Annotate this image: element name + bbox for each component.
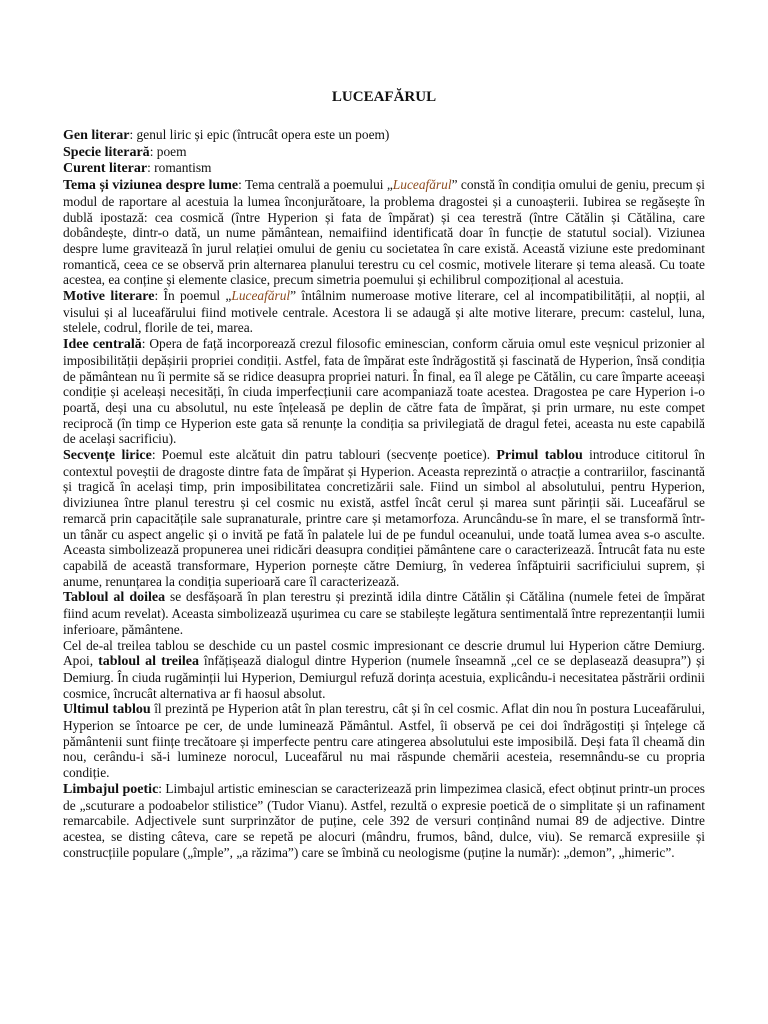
- document-body: [63, 127, 705, 860]
- gen-literar-paragraph: [63, 127, 705, 144]
- tabloul-al-doilea-paragraph: [63, 589, 705, 637]
- tabloul-al-treilea-text-rest: înfățișează dialogul dintre Hyperion (numele înseamnă „cel ce se deplasează deasupra”) și Demiurg. În ciuda rugăminții lui Hyperion, Demiurgul refuză dorința acestuia, explicându-i necesitatea păstrării ordinii cosmice, încrucât alternativa ar fi haosul absolut.: [63, 653, 706, 701]
- limbajul-poetic-label: Limbajul poetic: [63, 781, 159, 797]
- curent-literar-value: : romantism: [147, 160, 212, 176]
- idee-centrala-paragraph: [63, 336, 705, 447]
- tema-poem-reference: Luceafărul: [392, 177, 452, 193]
- tabloul-al-doilea-highlight: Tabloul al doilea: [63, 590, 166, 606]
- specie-literara-value: : poem: [149, 143, 187, 159]
- secvente-lirice-text-start: : Poemul este alcătuit din patru tablouri (secvențe poetice).: [151, 447, 497, 463]
- tema-text-rest: ” constă în condiția omului de geniu, precum și modul de raportare al acestuia la lumea înconjurătoare, la problema dragostei și a cunoașterii. Iubirea se regăsește în dublă ipostază: cea cosmică (între Hyperion și fata de împărat) și cea terestră (între Cătălin și Cătălina, care dobândește, dintr-o dată, un nume pământean, nemaifiind identificată doar în funcție de statutul social). Viziunea despre lume gravitează în jurul relației omului de geniu cu societatea în care există. Această viziune este predominant romantică, ceea ce se observă prin alternarea planului terestru cu cel cosmic, motivele literare și tema aleasă. Cu toate acestea, ea conține și elemente clasice, precum simetria poemului și echilibrul compozițional al acestuia.: [63, 177, 705, 288]
- tabloul-al-doilea-text: se desfășoară în plan terestru și prezintă idila dintre Cătălin și Cătălina (numele fetei de împărat fiind acum revelat). Aceasta simbolizează ușurimea cu care se stabilește legătura sentimentală între reprezentanții lumii inferioare, pământene.: [63, 589, 705, 637]
- curent-literar-paragraph: [63, 160, 705, 177]
- gen-literar-value: : genul liric și epic (întrucât opera este un poem): [129, 127, 390, 142]
- secvente-lirice-text-rest: introduce cititorul în contextul poveștii de dragoste dintre fata de împărat și Hyperion. Aceasta reprezintă o atracție a contrariilor, fascinantă și tragică în același timp, prin imposibilitatea concretizării sale. Fiind un simbol al absolutului, pentru Hyperion, diviziunea între planul terestru și cel cosmic nu există, astfel încât cerul și marea sunt părinții săi. Luceafărul se remarcă prin capacitățile sale supranaturale, printre care și metamorfoza. Aruncându-se în mare, el se transformă într-un tânăr cu aspect angelic și o invită pe fată în palatele lui de pe fundul oceanului, unde toată lumea avea s-o asculte. Aceasta simbolizează propunerea unei ridicări deasupra condiției pământene care o caracterizează. Întrucât fata nu este capabilă de această transformare, Hyperion pornește către Demiurg, în vederea înfăptuirii sacrificiului suprem, și anume, renunțarea la condiția superioară care îl caracterizează.: [63, 447, 705, 589]
- tabloul-al-treilea-paragraph: [63, 638, 705, 702]
- idee-centrala-label: Idee centrală: [63, 337, 142, 353]
- limbajul-poetic-text: : Limbajul artistic eminescian se caracterizează prin limpezimea clasică, efect obținut printr-un proces de „scuturare a podoabelor stilistice” (Tudor Vianu). Astfel, rezultă o expresie poetică de o simplitate și un rafinament remarcabile. Adjectivele sunt surprinzător de puține, cele 392 de versuri conținând numai 89 de adjective. Dintre acestea, se disting câteva, care se repetă pe alocuri (mândru, frumos, bând, dulce, viu). Se remarcă expresiile și construcțiile populare („împle”, „a răzima”) care se îmbină cu neologisme (puține la număr): „demon”, „himeric”.: [63, 780, 706, 860]
- idee-centrala-text: : Opera de față incorporează crezul filosofic eminescian, conform căruia omul este veșnicul prizonier al imposibilității depășirii propriei condiții. Astfel, fata de împărat este îndrăgostită și fascinată de Hyperion, însă condiția de pământean nu îi permite să se ridice deasupra propriei naturi. În final, ea îl alege pe Cătălin, cu care împarte aceeași condiție și aceleași necesități, în ciuda imperfecțiunii care acompaniază toate acestea. Dragostea pe care Hyperion i-o poartă, deși una cu absolutul, nu este înțeleasă pe deplin de către fata de împărat, și prin urmare, nu este compet reciprocă (în timp ce Hyperion este gata să renunțe la condiția sa privilegiată de dragul fetei, aceasta nu este capabilă de același sacrificiu).: [63, 336, 705, 447]
- specie-literara-paragraph: [63, 144, 705, 161]
- motive-label: Motive literare: [63, 289, 155, 305]
- motive-text-start: : În poemul „: [154, 288, 232, 304]
- specie-literara-label: Specie literară: [63, 144, 150, 160]
- ultimul-tablou-highlight: Ultimul tablou: [63, 702, 151, 718]
- limbajul-poetic-paragraph: [63, 781, 705, 861]
- motive-poem-reference: Luceafărul: [231, 288, 291, 304]
- tema-paragraph: [63, 177, 705, 288]
- tabloul-al-treilea-highlight: tabloul al treilea: [98, 654, 199, 670]
- gen-literar-label: Gen literar: [63, 128, 130, 143]
- ultimul-tablou-paragraph: [63, 701, 705, 781]
- motive-paragraph: [63, 288, 705, 336]
- tabloul-al-treilea-text-start: Cel de-al treilea tablou se deschide cu un pastel cosmic impresionant ce descrie drumul lui Hyperion către Demiurg. Apoi,: [63, 637, 705, 669]
- tema-label: Tema și viziunea despre lume: [63, 178, 239, 194]
- primul-tablou-highlight: Primul tablou: [496, 448, 583, 464]
- secvente-lirice-label: Secvențe lirice: [63, 448, 152, 464]
- curent-literar-label: Curent literar: [63, 161, 148, 177]
- ultimul-tablou-text: îl prezintă pe Hyperion atât în plan terestru, cât și în cel cosmic. Aflat din nou în postura Luceafărului, Hyperion se întoarce pe cer, de unde luminează Pământul. Astfel, îi observă pe cei doi îndrăgostiți și înțelege că pământenii sunt ființe trecătoare și imperfecte pentru care atingerea absolutului este imposibilă. Deși fata îl cheamă din nou, cerându-i să-i lumineze norocul, Luceafărul nu mai răspunde chemării acesteia, resemnându-se cu propria condiție.: [63, 701, 705, 781]
- secvente-lirice-paragraph: [63, 447, 705, 589]
- motive-text-rest: ” întâlnim numeroase motive literare, cel al incompatibilității, al nopții, al visului și al luceafărului fiind motivele centrale. Acestora li se adaugă și alte motive literare, precum: castelul, luna, stelele, codrul, florile de tei, marea.: [63, 288, 705, 336]
- document-title: LUCEAFĂRUL: [331, 89, 437, 105]
- tema-text-start: : Tema centrală a poemului „: [238, 177, 393, 193]
